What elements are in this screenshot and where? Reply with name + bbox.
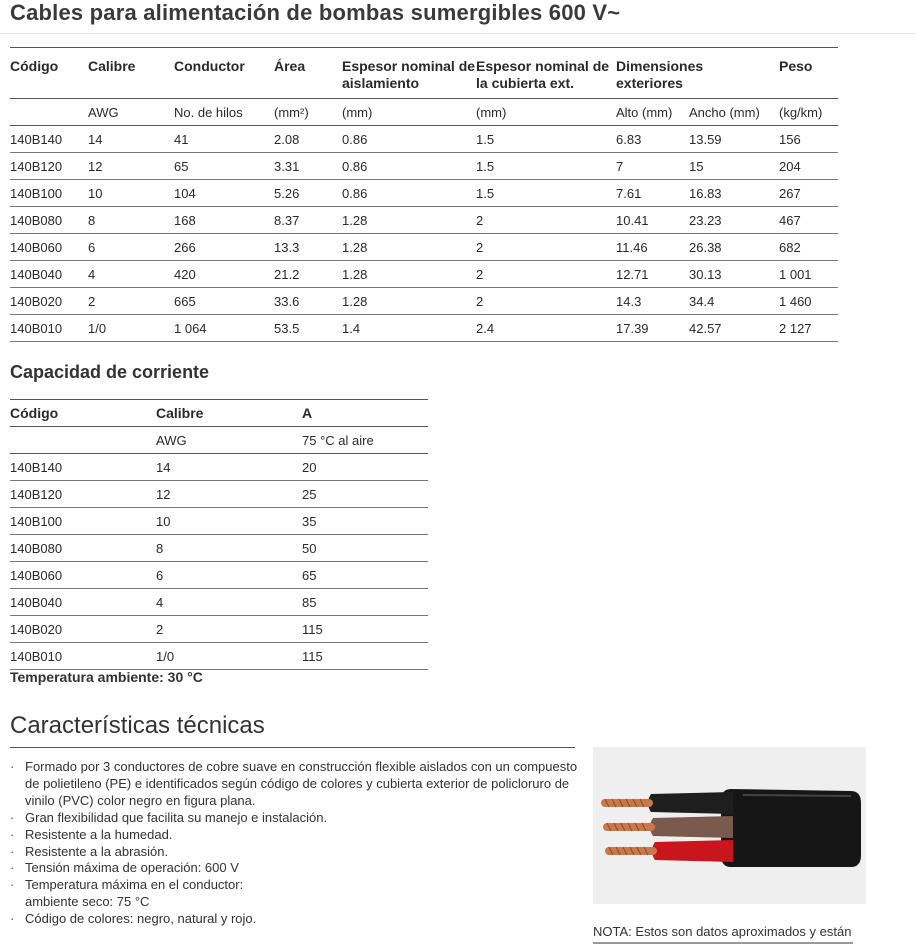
table-cell: 6.83 (616, 126, 689, 153)
table-cell: 1 001 (779, 261, 838, 288)
cable-image (593, 747, 866, 904)
col-header-conductor: Conductor (174, 48, 274, 99)
table-cell: 34.4 (689, 288, 779, 315)
features-title: Características técnicas (10, 712, 265, 739)
table-row (10, 207, 838, 234)
table-cell: 16.83 (689, 180, 779, 207)
table-row (10, 153, 838, 180)
table-cell: 50 (302, 535, 428, 562)
col-header-area: Área (274, 48, 342, 99)
table-cell: 11.46 (616, 234, 689, 261)
ambient-temperature-note: Temperatura ambiente: 30 °C (10, 669, 203, 685)
table-cell: 23.23 (689, 207, 779, 234)
table-cell: 8 (88, 207, 174, 234)
list-item: · Resistente a la abrasión. (10, 844, 580, 861)
title-divider (0, 33, 916, 34)
table-cell: 140B100 (10, 180, 88, 207)
table-cell: 140B040 (10, 589, 156, 616)
col-header-codigo: Código (10, 400, 156, 427)
table-cell: 467 (779, 207, 838, 234)
table-cell: 25 (302, 481, 428, 508)
table-row (10, 535, 428, 562)
table-cell: 7 (616, 153, 689, 180)
col-header-peso: Peso (779, 48, 838, 99)
table-cell: 2 (476, 288, 616, 315)
table-cell: 1/0 (156, 643, 302, 670)
table-cell: 53.5 (274, 315, 342, 342)
table-cell: 65 (174, 153, 274, 180)
table-cell: 2 (88, 288, 174, 315)
col-header-calibre: Calibre (88, 48, 174, 99)
capacity-title: Capacidad de corriente (10, 362, 210, 382)
features-list (10, 759, 580, 928)
table-cell: 140B020 (10, 616, 156, 643)
table-row (10, 234, 838, 261)
table-row (10, 508, 428, 535)
page-title: Cables para alimentación de bombas sumergibles 600 V~ (10, 0, 621, 25)
table-cell: 14 (88, 126, 174, 153)
table-cell: 14.3 (616, 288, 689, 315)
table-cell: 140B010 (10, 643, 156, 670)
table-cell: 140B120 (10, 153, 88, 180)
table-cell: 3.31 (274, 153, 342, 180)
table-cell: 1.28 (342, 261, 476, 288)
table-cell: 2.4 (476, 315, 616, 342)
table-row (10, 616, 428, 643)
table-cell: 682 (779, 234, 838, 261)
table-cell: 4 (156, 589, 302, 616)
table-row (10, 315, 838, 342)
col-header-codigo: Código (10, 48, 88, 99)
table-cell: 13.59 (689, 126, 779, 153)
table-cell: 1/0 (88, 315, 174, 342)
table-cell: 33.6 (274, 288, 342, 315)
table-cell: 140B120 (10, 481, 156, 508)
table-cell: 104 (174, 180, 274, 207)
unit-cell: Alto (mm) (616, 99, 689, 126)
table-cell: 140B140 (10, 454, 156, 481)
col-header-calibre: Calibre (156, 400, 302, 427)
unit-cell: AWG (88, 99, 174, 126)
table-cell: 4 (88, 261, 174, 288)
specs-table (10, 47, 838, 342)
specs-header-row (10, 48, 838, 99)
table-cell: 13.3 (274, 234, 342, 261)
table-cell: 8 (156, 535, 302, 562)
table-cell: 140B060 (10, 234, 88, 261)
table-cell: 168 (174, 207, 274, 234)
table-cell: 1.5 (476, 126, 616, 153)
outer-jacket (721, 789, 861, 867)
disclaimer-note-continued (593, 940, 853, 946)
table-cell: 115 (302, 616, 428, 643)
table-cell: 140B060 (10, 562, 156, 589)
table-cell: 14 (156, 454, 302, 481)
table-cell: 267 (779, 180, 838, 207)
table-row (10, 589, 428, 616)
red-conductor (652, 840, 733, 862)
list-item: · Tensión máxima de operación: 600 V (10, 860, 580, 877)
table-cell: 140B080 (10, 535, 156, 562)
table-cell: 12.71 (616, 261, 689, 288)
table-row (10, 126, 838, 153)
unit-cell: (mm²) (274, 99, 342, 126)
table-cell: 420 (174, 261, 274, 288)
table-cell: 10 (156, 508, 302, 535)
list-item: · Resistente a la humedad. (10, 827, 580, 844)
unit-cell: (mm) (342, 99, 476, 126)
table-cell: 1.5 (476, 180, 616, 207)
table-cell: 20 (302, 454, 428, 481)
col-header-dimensiones: Dimensiones exteriores (616, 48, 779, 99)
table-cell: 21.2 (274, 261, 342, 288)
table-cell: 8.37 (274, 207, 342, 234)
table-row (10, 643, 428, 670)
capacity-units-row (10, 427, 428, 454)
disclaimer-note: NOTA: Estos son datos aproximados y están (593, 924, 852, 939)
table-cell: 0.86 (342, 153, 476, 180)
table-cell: 2.08 (274, 126, 342, 153)
table-cell: 2 (156, 616, 302, 643)
table-cell: 1 460 (779, 288, 838, 315)
table-cell: 41 (174, 126, 274, 153)
table-row (10, 454, 428, 481)
table-cell: 0.86 (342, 180, 476, 207)
capacity-table (10, 399, 428, 670)
table-cell: 15 (689, 153, 779, 180)
features-divider (10, 747, 575, 748)
list-item: · Código de colores: negro, natural y rojo. (10, 911, 580, 928)
table-cell: 1.4 (342, 315, 476, 342)
table-cell: 12 (88, 153, 174, 180)
col-header-amperes: A (302, 400, 428, 427)
jacket-highlight (743, 795, 851, 796)
table-cell: 85 (302, 589, 428, 616)
table-cell: 7.61 (616, 180, 689, 207)
table-row (10, 261, 838, 288)
table-cell: 2 (476, 234, 616, 261)
table-cell: 30.13 (689, 261, 779, 288)
unit-cell: No. de hilos (174, 99, 274, 126)
unit-cell: 75 °C al aire (302, 427, 428, 454)
table-cell: 140B140 (10, 126, 88, 153)
table-cell: 266 (174, 234, 274, 261)
table-cell: 1.28 (342, 207, 476, 234)
table-cell: 2 (476, 207, 616, 234)
natural-conductor (650, 816, 733, 838)
table-cell: 26.38 (689, 234, 779, 261)
list-item: · Gran flexibilidad que facilita su manejo e instalación. (10, 810, 580, 827)
unit-cell: (mm) (476, 99, 616, 126)
unit-cell: Ancho (mm) (689, 99, 779, 126)
table-cell: 42.57 (689, 315, 779, 342)
table-row (10, 481, 428, 508)
table-cell: 2 (476, 261, 616, 288)
table-cell: 17.39 (616, 315, 689, 342)
table-cell: 10.41 (616, 207, 689, 234)
col-header-cubierta: Espesor nominal de la cubierta ext. (476, 48, 616, 99)
table-cell: 1.28 (342, 234, 476, 261)
unit-cell: AWG (156, 427, 302, 454)
table-cell: 1.5 (476, 153, 616, 180)
table-cell: 6 (88, 234, 174, 261)
list-item: · Formado por 3 conductores de cobre suave en construcción flexible aislados con un compuesto de polietileno (PE) e identificados según código de colores y cubierta exterior de policloruro de vinilo (PVC) color negro en figura plana. (10, 759, 580, 810)
table-cell: 1 064 (174, 315, 274, 342)
capacity-header-row (10, 400, 428, 427)
table-cell: 12 (156, 481, 302, 508)
unit-cell (10, 99, 88, 126)
table-cell: 156 (779, 126, 838, 153)
col-header-aislamiento: Espesor nominal de aislamiento (342, 48, 476, 99)
table-cell: 5.26 (274, 180, 342, 207)
unit-cell: (kg/km) (779, 99, 838, 126)
table-cell: 35 (302, 508, 428, 535)
table-cell: 204 (779, 153, 838, 180)
table-cell: 2 127 (779, 315, 838, 342)
table-cell: 10 (88, 180, 174, 207)
table-cell: 140B040 (10, 261, 88, 288)
table-cell: 115 (302, 643, 428, 670)
table-cell: 140B020 (10, 288, 88, 315)
table-row (10, 180, 838, 207)
table-cell: 65 (302, 562, 428, 589)
table-row (10, 288, 838, 315)
table-cell: 1.28 (342, 288, 476, 315)
table-cell: 665 (174, 288, 274, 315)
table-cell: 0.86 (342, 126, 476, 153)
table-cell: 140B100 (10, 508, 156, 535)
table-row (10, 562, 428, 589)
table-cell: 140B010 (10, 315, 88, 342)
table-cell: 140B080 (10, 207, 88, 234)
specs-units-row (10, 99, 838, 126)
list-item: · Temperatura máxima en el conductor: ambiente seco: 75 °C (10, 877, 580, 911)
black-conductor (648, 792, 733, 814)
unit-cell (10, 427, 156, 454)
table-cell: 6 (156, 562, 302, 589)
flat-cable-illustration (593, 747, 866, 904)
